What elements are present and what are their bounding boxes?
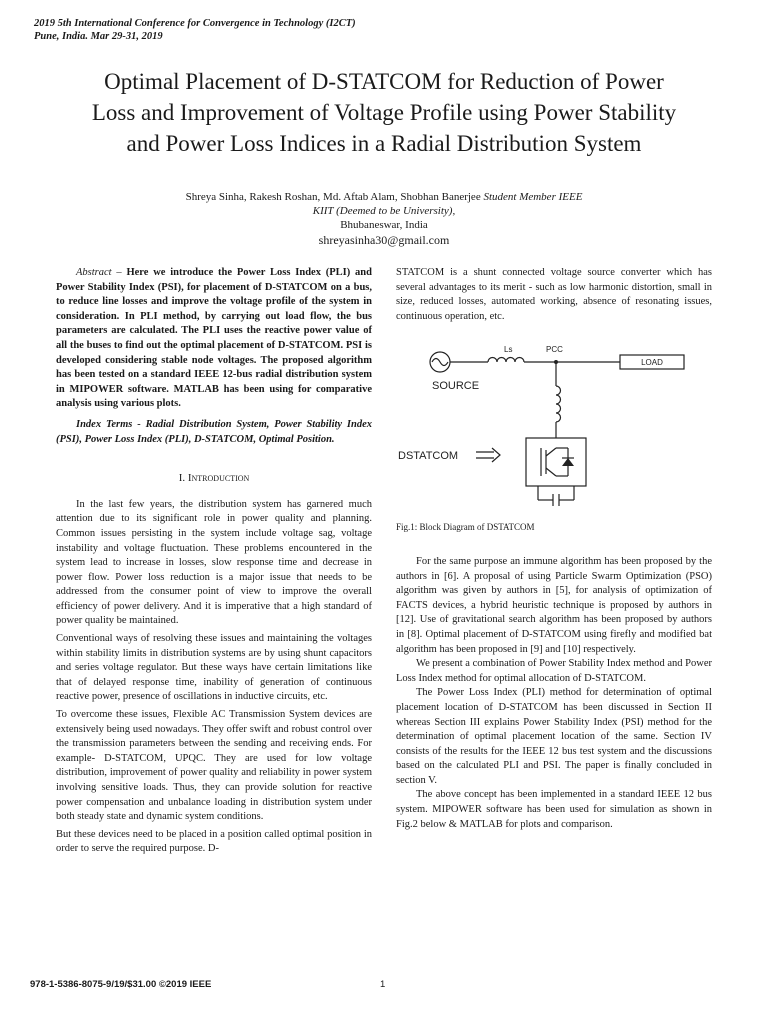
section-heading-introduction: [56, 471, 372, 486]
series-inductor: [488, 358, 524, 363]
section-title: Introduction: [187, 472, 250, 485]
abstract-text: Here we introduce the Power Loss Index (PLI) and Power Stability Index (PSI), for placement of D-STATCOM on a bus, to reduce line losses and improve the voltage profile of the system in consideration. In PLI method, by carrying out load flow, the bus parameters are calculated. The PLI uses the reactive power value of all the buses to find out the optimal placement of D-STATCOM. PSI is developed considering stable node voltages. The proposed algorithm has been tested on a standard IEEE 12-bus radial distribution system in MIPOWER software. MATLAB has been using for comparative analysis using various plots.: [56, 267, 372, 410]
title-line-1: Optimal Placement of D-STATCOM for Reduction of Power: [104, 69, 664, 94]
author-line: [60, 190, 708, 204]
paper-title: [30, 66, 738, 159]
copyright-footer: 978-1-5386-8075-9/19/$31.00 ©2019 IEEE: [30, 979, 212, 990]
author-block: [60, 190, 708, 248]
right-column: [396, 266, 712, 832]
author-names: Shreya Sinha, Rakesh Roshan, Md. Aftab Alam, Shobhan Banerjee: [185, 191, 481, 203]
dstatcom-block-diagram: [396, 330, 712, 516]
paragraph: We present a combination of Power Stability Index method and Power Loss Index method for optimal allocation of D-STATCOM.: [396, 658, 713, 684]
paragraph: But these devices need to be placed in a position called optimal position in order to serve the required purpose. D-: [56, 828, 372, 855]
paragraph: The above concept has been implemented in a standard IEEE 12 bus system. MIPOWER software has been used for simulation as shown in Fig.2 below & MATLAB for plots and comparison.: [396, 789, 712, 830]
circuit-diagram: [396, 330, 712, 516]
abstract-lead: Abstract –: [76, 267, 122, 278]
paragraph: For the same purpose an immune algorithm has been proposed by the authors in [6]. A proposal of using Particle Swarm Optimization (PSO) algorithm was given by authors in [5], for analysis of optimization of FACTS devices, a hybrid heuristic technique is proposed by authors in [12]. Use of gravitational search algorithm has been proposed by authors in [8]. Optimal placement of D-STATCOM using firefly and modified bat algorithm has been proposed in [9] and [10] respectively.: [396, 555, 712, 655]
city: Bhubaneswar, India: [340, 219, 428, 231]
arrow-head: [492, 448, 500, 462]
title-line-2: Loss and Improvement of Voltage Profile using Power Stability: [91, 100, 677, 125]
paragraph: STATCOM is a shunt connected voltage source converter which has several advantages to its merit - such as low harmonic distortion, small in size, reduced losses, automated working, absence of resonating issues, continuous operation, etc.: [396, 267, 712, 322]
diode-symbol: [562, 458, 574, 466]
ls-label: Ls: [504, 345, 513, 355]
paragraph: To overcome these issues, Flexible AC Transmission System devices are extensively being used nowadays. They offer swift and robust control over the transmission parameters between the sending and receiving ends. For example- D-STATCOM, UPQC. They are used for low voltage distribution, improvement of power quality and reliability in power system involving sensitive loads. Thus, they can provide solution for reactive power compensation and unbalance loading in distribution system under both steady state and dynamic system conditions.: [56, 709, 372, 823]
left-column: [56, 266, 372, 857]
sine-wave-glyph: [432, 359, 448, 366]
conference-name: 2019 5th International Conference for Convergence in Technology (I2CT): [34, 18, 356, 29]
figure-caption: Fig.1: Block Diagram of DSTATCOM: [396, 522, 535, 533]
title-line-3: and Power Loss Indices in a Radial Distribution System: [126, 131, 642, 156]
dstatcom-label: DSTATCOM: [398, 450, 459, 463]
paragraph: The Power Loss Index (PLI) method for determination of optimal placement location of D-STATCOM has been discussed in Section II whereas Section III explains Power Stability Index (PSI) method for the determination of optimal placement location of the same. Section IV consists of the results for the IEEE 12 bus test system and the discussions based on the calculated PLI and PSI. The paper is finally concluded in section V.: [396, 687, 712, 786]
index-terms: Index Terms - Radial Distribution System, Power Stability Index (PSI), Power Loss Index (PLI), D-STATCOM, Optimal Position.: [56, 418, 372, 445]
pcc-label: PCC: [546, 345, 563, 355]
abstract: [56, 266, 372, 412]
converter-box: [526, 438, 586, 486]
author-email: shreyasinha30@gmail.com: [318, 233, 450, 247]
paragraph: In the last few years, the distribution system has garnered much attention due to its significant role in power quality and planning. Common issues persisting in the system include voltage sag, voltage instability and voltage fluctuation. These problems encountered in the system lead to increase in losses, slow response time and decrease in power flow. Power loss reduction is a major issue that needs to be addressed from the consumer point of view to improve the overall efficiency of power delivery. And it is imperative that a high standard of power quality be maintained.: [56, 498, 372, 627]
load-label: LOAD: [641, 358, 663, 368]
source-label: SOURCE: [432, 380, 480, 393]
section-number: I.: [178, 472, 188, 485]
igbt-emitter: [546, 468, 556, 476]
pcc-node: [554, 360, 558, 364]
coupling-inductor: [556, 386, 561, 422]
conference-header: [34, 17, 494, 43]
member-note: Student Member IEEE: [483, 191, 583, 203]
page-number: 1: [380, 979, 386, 990]
conference-location: Pune, India. Mar 29-31, 2019: [34, 31, 163, 42]
paragraph: Conventional ways of resolving these issues and maintaining the voltages within stability limits in distribution systems are by using shunt capacitors and series voltage regulator. But these ways have certain limitations like that of delayed response time, inability of generation of continuous reactive power, presence of oscillations in inductive circuits, etc.: [56, 633, 372, 703]
affiliation: KIIT (Deemed to be University),: [312, 205, 456, 217]
igbt-collector: [546, 448, 556, 456]
